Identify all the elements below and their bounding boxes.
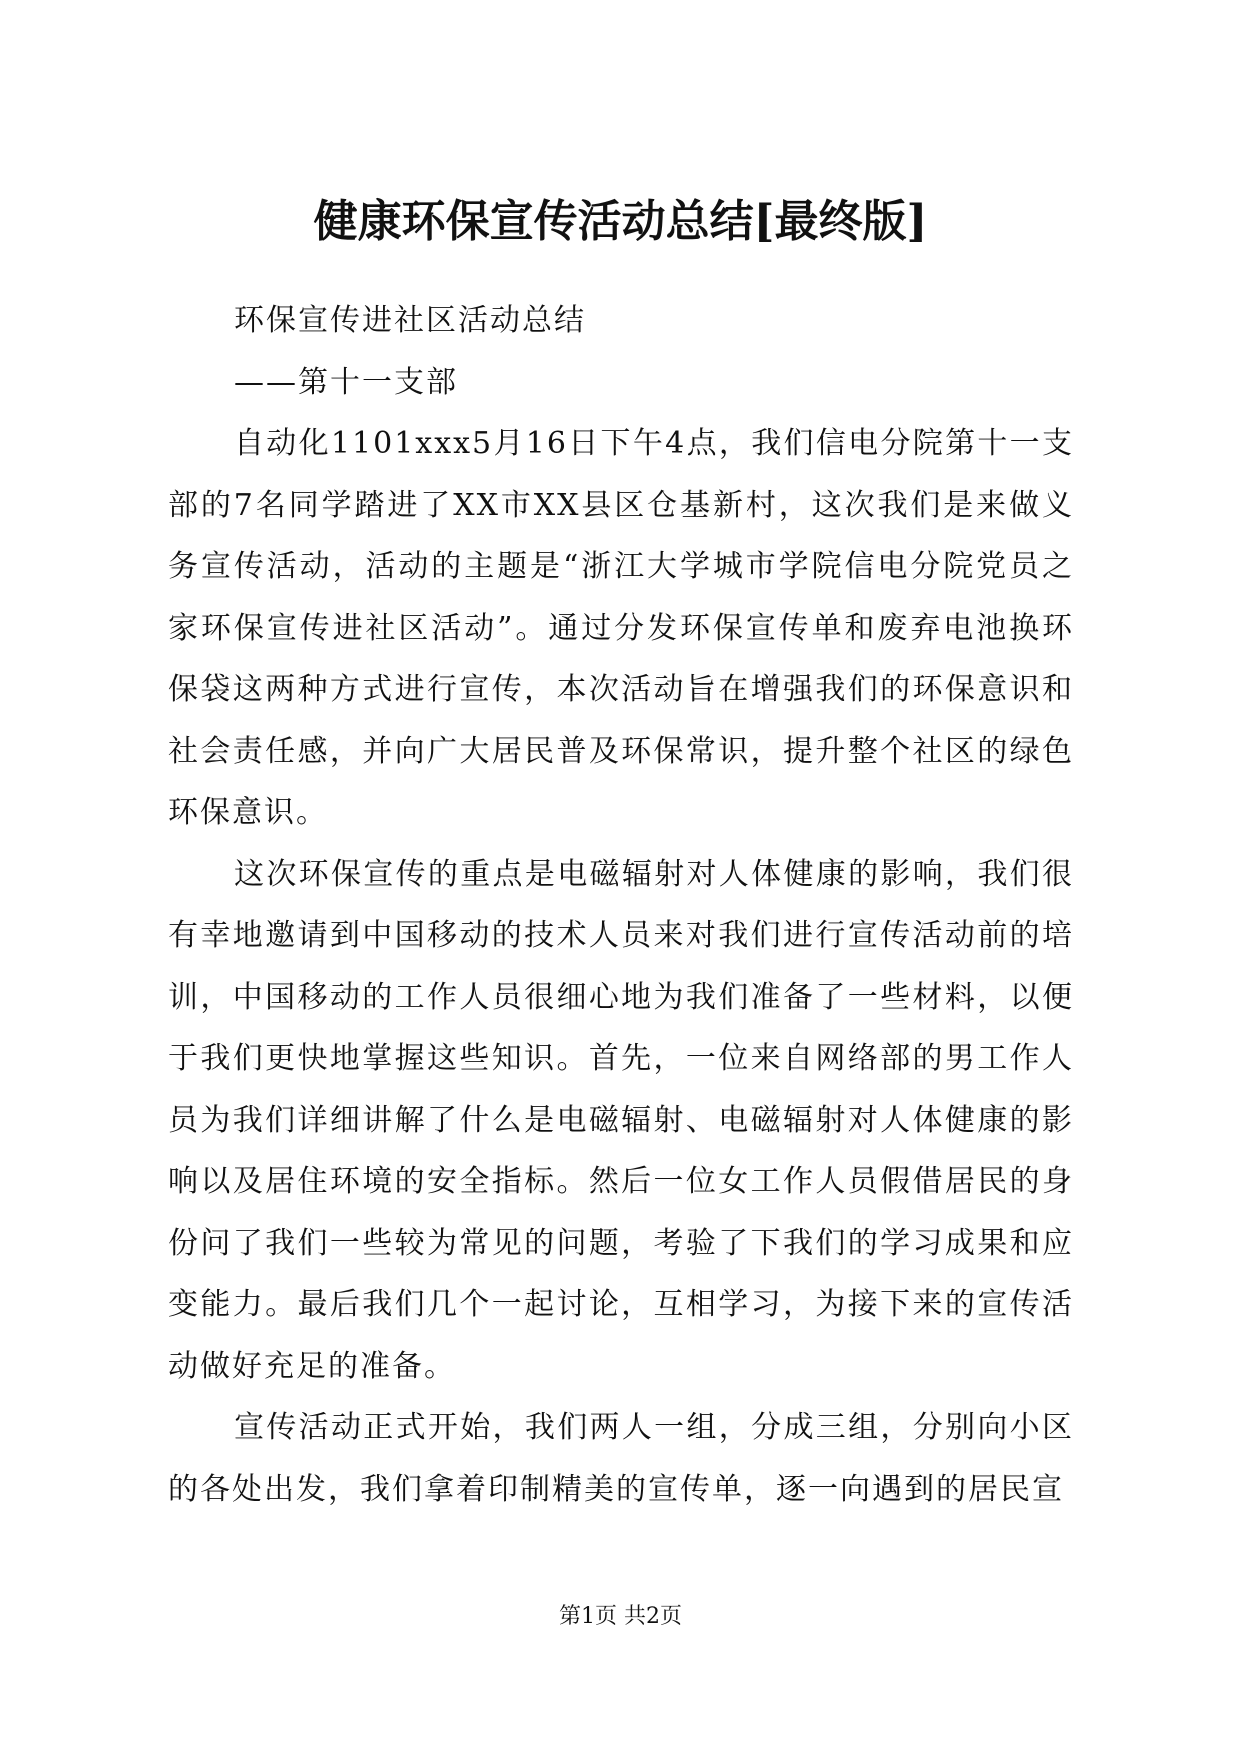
document-subtitle: 环保宣传进社区活动总结	[234, 303, 586, 338]
document-byline: ——第十一支部	[234, 364, 458, 400]
document-title: 健康环保宣传活动总结[最终版]	[313, 196, 928, 247]
paragraph: 自动化1101xxx5月16日下午4点，我们信电分院第十一支部的7名同学踏进了XX市XX县区仓基新村，这次我们是来做义务宣传活动，活动的主题是“浙江大学城市学院信电分院党员之家环保宣传进社区活动”。通过分发环保宣传单和废弃电池换环保袋这两种方式进行宣传，本次活动旨在增强我们的环保意识和社会责任感，并向广大居民普及环保常识，提升整个社区的绿色环保意识。	[168, 426, 1074, 830]
paragraph: 宣传活动正式开始，我们两人一组，分成三组，分别向小区的各处出发，我们拿着印制精美的宣传单，逐一向遇到的居民宣	[168, 1410, 1074, 1507]
page-footer: 第1页 共2页	[559, 1604, 682, 1629]
paragraph: 这次环保宣传的重点是电磁辐射对人体健康的影响，我们很有幸地邀请到中国移动的技术人员来对我们进行宣传活动前的培训，中国移动的工作人员很细心地为我们准备了一些材料，以便于我们更快地掌握这些知识。首先，一位来自网络部的男工作人员为我们详细讲解了什么是电磁辐射、电磁辐射对人体健康的影响以及居住环境的安全指标。然后一位女工作人员假借居民的身份问了我们一些较为常见的问题，考验了下我们的学习成果和应变能力。最后我们几个一起讨论，互相学习，为接下来的宣传活动做好充足的准备。	[168, 856, 1074, 1384]
document-body	[168, 290, 1074, 1520]
